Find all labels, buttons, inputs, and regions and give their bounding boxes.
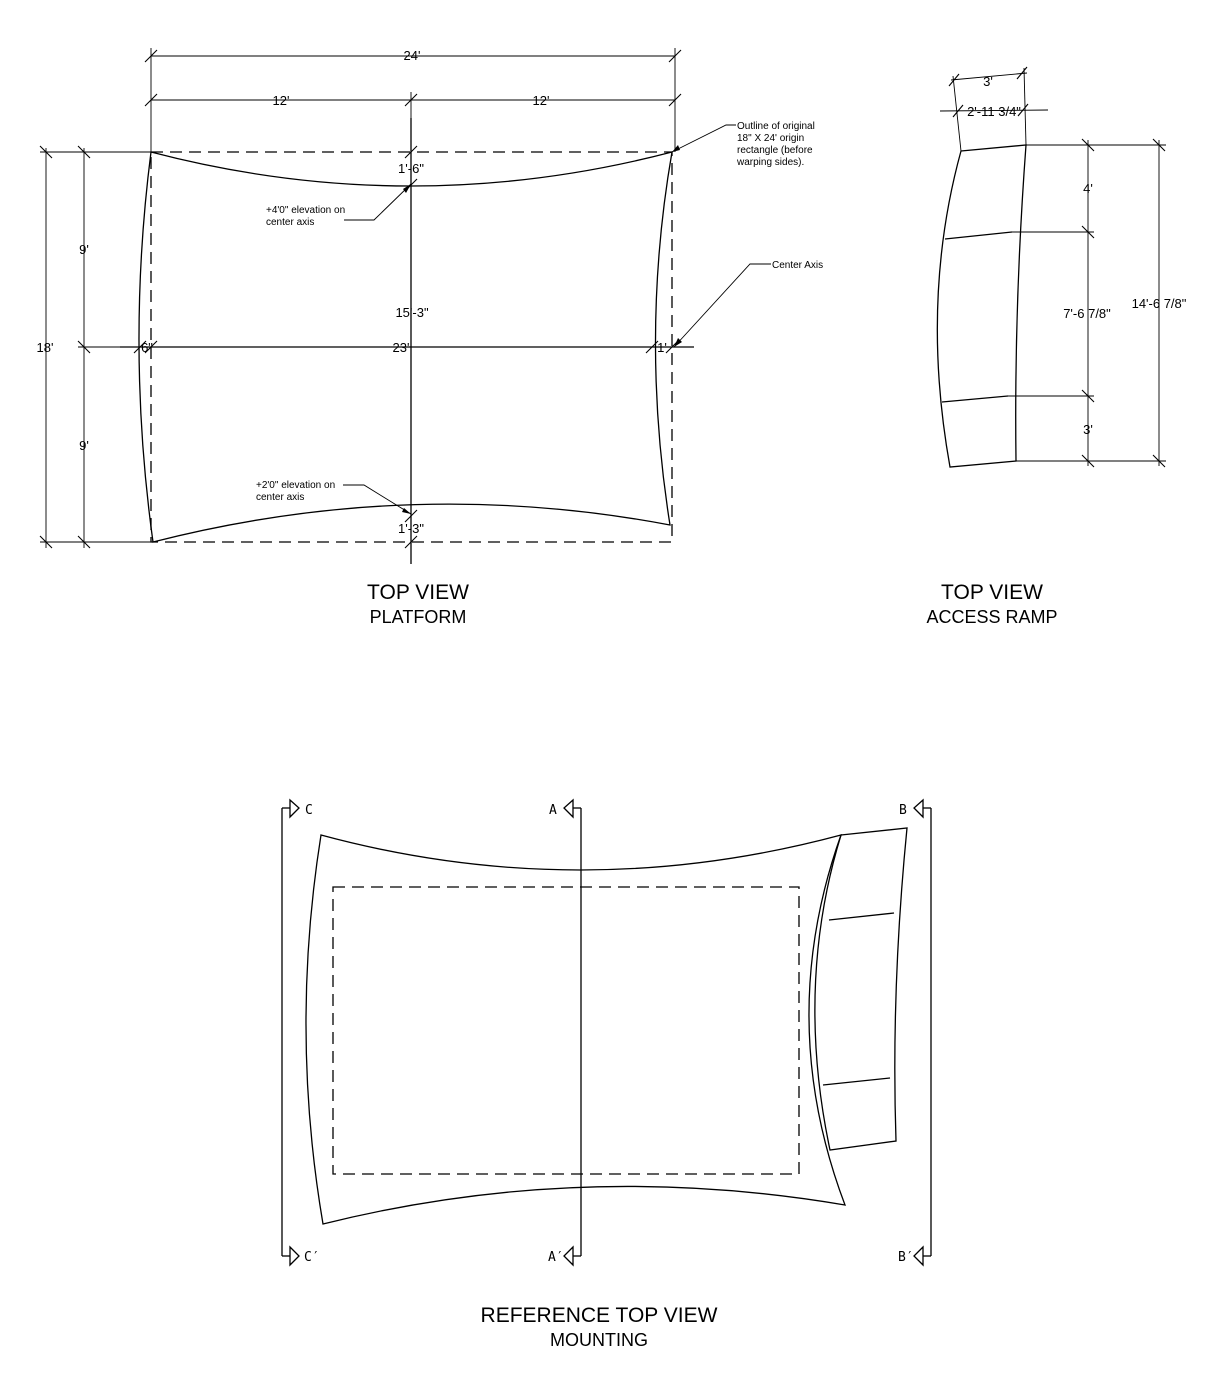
dim-center-depth: 15'-3" [395, 305, 429, 320]
section-marker-a [564, 800, 573, 817]
reference-subtitle: MOUNTING [550, 1330, 648, 1350]
dim-left-half: 12' [272, 93, 290, 108]
reference-title: REFERENCE TOP VIEW [480, 1304, 718, 1327]
dim-center-width: 23' [392, 340, 410, 355]
ramp-ext-left [953, 76, 961, 151]
section-label-c: C [305, 803, 313, 818]
note-bottom-elevation-line1: +2'0" elevation on [256, 480, 336, 491]
dim-upper-depth: 9' [79, 242, 89, 257]
note-top-elevation-line2: center axis [266, 217, 315, 228]
section-marker-b-prime [914, 1247, 923, 1265]
reference-inner-outline [333, 887, 799, 1174]
leader-center-axis [674, 264, 771, 347]
dim-lower-depth: 9' [79, 438, 89, 453]
platform-view [37, 48, 824, 627]
ramp-title: TOP VIEW [941, 581, 1043, 604]
reference-ramp-divider-lower [823, 1078, 890, 1085]
section-label-b: B [899, 803, 907, 818]
dim-top-inset: 1'-6" [398, 161, 424, 176]
leader-bottom-elevation [343, 485, 411, 514]
section-marker-b [914, 800, 923, 817]
dim-bottom-inset: 1'-3" [398, 521, 424, 536]
ramp-dim-seg2: 7'-6 7/8" [1063, 306, 1111, 321]
ramp-divider-lower [942, 396, 1008, 402]
reference-ramp-outline [815, 828, 907, 1150]
note-bottom-elevation-line2: center axis [256, 492, 305, 503]
platform-subtitle: PLATFORM [369, 607, 467, 627]
reference-platform-outline [306, 835, 845, 1224]
note-outline-line2: 18" X 24' origin [737, 133, 805, 144]
ramp-dim-seg3: 3' [1083, 422, 1093, 437]
dim-right-inset: 1' [657, 340, 667, 355]
ramp-dim-inner-width: 2'-11 3/4" [967, 104, 1021, 119]
platform-title: TOP VIEW [367, 581, 469, 604]
section-marker-a-prime [564, 1247, 573, 1265]
leader-top-elevation [344, 184, 411, 220]
section-label-b-prime: B′ [898, 1250, 914, 1265]
section-marker-c [290, 800, 299, 817]
note-center-axis: Center Axis [772, 260, 824, 271]
note-top-elevation-line1: +4'0" elevation on [266, 205, 346, 216]
note-outline-line4: warping sides). [737, 157, 805, 168]
leader-outline-note [672, 125, 736, 152]
section-label-a-prime: A′ [548, 1250, 564, 1265]
section-marker-c-prime [290, 1247, 299, 1265]
section-label-a: A [549, 803, 557, 818]
reference-view [282, 800, 931, 1350]
dim-right-half: 12' [532, 93, 550, 108]
ramp-subtitle: ACCESS RAMP [926, 607, 1058, 627]
ramp-divider-upper [945, 232, 1012, 239]
reference-ramp-divider-upper [829, 913, 894, 920]
dim-overall-depth: 18' [36, 340, 54, 355]
ramp-view [926, 67, 1186, 627]
dim-left-inset: 6" [141, 340, 153, 355]
note-outline-line1: Outline of original [737, 121, 815, 132]
ramp-outline [937, 145, 1026, 467]
ramp-dim-seg1: 4' [1083, 181, 1093, 196]
ramp-dim-overall: 14'-6 7/8" [1131, 296, 1187, 311]
ramp-dim-top-width: 3' [983, 74, 993, 89]
section-label-c-prime: C′ [304, 1250, 320, 1265]
dim-overall-width: 24' [403, 48, 421, 63]
note-outline-line3: rectangle (before [737, 145, 813, 156]
